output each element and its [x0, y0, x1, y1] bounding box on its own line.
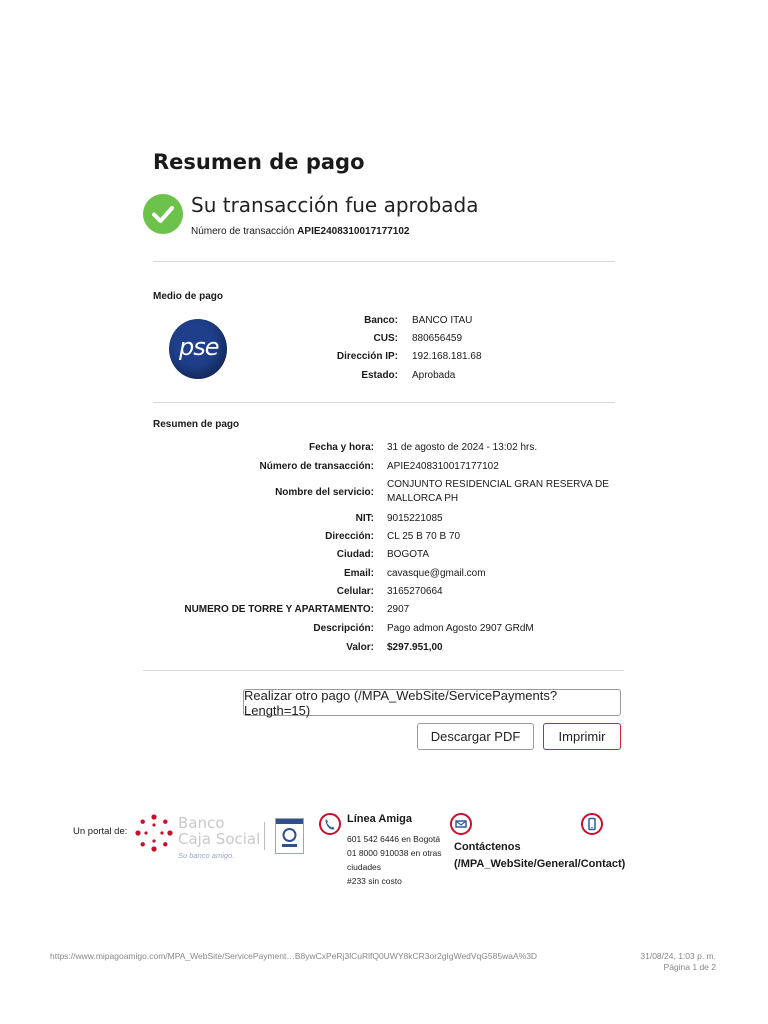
servicio-label: Nombre del servicio: [275, 487, 374, 498]
descripcion-value: Pago admon Agosto 2907 GRdM [387, 623, 534, 634]
divider [153, 402, 615, 403]
footer-divider [264, 822, 265, 850]
transaction-line [191, 226, 410, 237]
contactenos-title[interactable]: Contáctenos [454, 841, 521, 853]
direccion-label: Dirección: [325, 531, 374, 542]
bank-slogan: Su banco amigo. [178, 851, 235, 860]
print-page-number: Página 1 de 2 [663, 962, 716, 972]
valor-label: Valor: [346, 642, 374, 653]
email-value: cavasque@gmail.com [387, 568, 486, 579]
estado-value: Aprobada [412, 370, 456, 381]
phone-icon [319, 813, 341, 835]
imprimir-button[interactable]: Imprimir [543, 723, 621, 750]
pse-logo [169, 319, 227, 379]
torre-value: 2907 [387, 604, 410, 615]
transaction-label: Número de transacción [191, 226, 295, 237]
linea-line: 601 542 6446 en Bogotá [347, 834, 441, 844]
linea-line: #233 sin costo [347, 876, 402, 886]
success-check-icon [143, 194, 183, 234]
valor-value: $297.951,00 [387, 642, 443, 653]
fecha-value: 31 de agosto de 2024 - 13:02 hrs. [387, 442, 538, 453]
celular-label: Celular: [336, 586, 374, 597]
portal-label: Un portal de: [73, 826, 128, 837]
linea-line: ciudades [347, 862, 382, 872]
torre-label: NUMERO DE TORRE Y APARTAMENTO: [184, 604, 374, 615]
page-title: Resumen de pago [153, 150, 365, 174]
contactenos-link[interactable] [454, 839, 625, 873]
foundation-seal-icon [275, 818, 304, 854]
servicio-value: CONJUNTO RESIDENCIAL GRAN RESERVA DE MALLORCA PH [387, 479, 609, 504]
linea-line: 01 8000 910038 en otras [347, 848, 442, 858]
transaction-number: APIE2408310017177102 [297, 226, 410, 237]
banco-value: BANCO ITAU [412, 315, 473, 326]
bank-flower-icon [134, 813, 174, 853]
fecha-label: Fecha y hora: [308, 442, 374, 453]
ip-label: Dirección IP: [336, 351, 398, 362]
print-url: https://www.mipagoamigo.com/MPA_WebSite/ServicePayment…B8ywCxPeRj3lCuRlfQ0UWY8kCR3or2gIgWedVqG585waA%3D [50, 951, 538, 961]
cus-label: CUS: [373, 333, 398, 344]
descargar-pdf-button[interactable]: Descargar PDF [417, 723, 534, 750]
descripcion-label: Descripción: [313, 623, 374, 634]
contact-phone-icon [450, 813, 472, 835]
realizar-otro-pago-button[interactable]: Realizar otro pago (/MPA_WebSite/ServicePayments?Length=15) [243, 689, 621, 716]
medio-pago-heading: Medio de pago [153, 291, 223, 302]
linea-amiga-title: Línea Amiga [347, 813, 412, 825]
print-datetime: 31/08/24, 1:03 p. m. [640, 951, 716, 961]
bank-logo-text [178, 815, 260, 847]
bank-name-line1: Banco [178, 814, 225, 832]
contactenos-url[interactable]: (/MPA_WebSite/General/Contact) [454, 858, 626, 870]
ip-value: 192.168.181.68 [412, 351, 482, 362]
numero-transaccion-value: APIE2408310017177102 [387, 461, 499, 472]
divider [143, 670, 624, 671]
approval-message: Su transacción fue aprobada [191, 193, 479, 217]
nit-value: 9015221085 [387, 513, 443, 524]
estado-label: Estado: [361, 370, 398, 381]
nit-label: NIT: [355, 513, 374, 524]
ciudad-value: BOGOTA [387, 549, 430, 560]
celular-value: 3165270664 [387, 586, 443, 597]
cus-value: 880656459 [412, 333, 463, 344]
numero-transaccion-label: Número de transacción: [259, 461, 374, 472]
email-label: Email: [343, 568, 374, 579]
ciudad-label: Ciudad: [336, 549, 374, 560]
banco-label: Banco: [364, 315, 398, 326]
linea-amiga-details [347, 832, 442, 888]
resumen-heading: Resumen de pago [153, 419, 240, 430]
divider [153, 261, 615, 262]
direccion-value: CL 25 B 70 B 70 [387, 531, 461, 542]
pse-logo-text: pse [179, 333, 219, 361]
bank-name-line2: Caja Social [178, 830, 261, 848]
mobile-icon [581, 813, 603, 835]
